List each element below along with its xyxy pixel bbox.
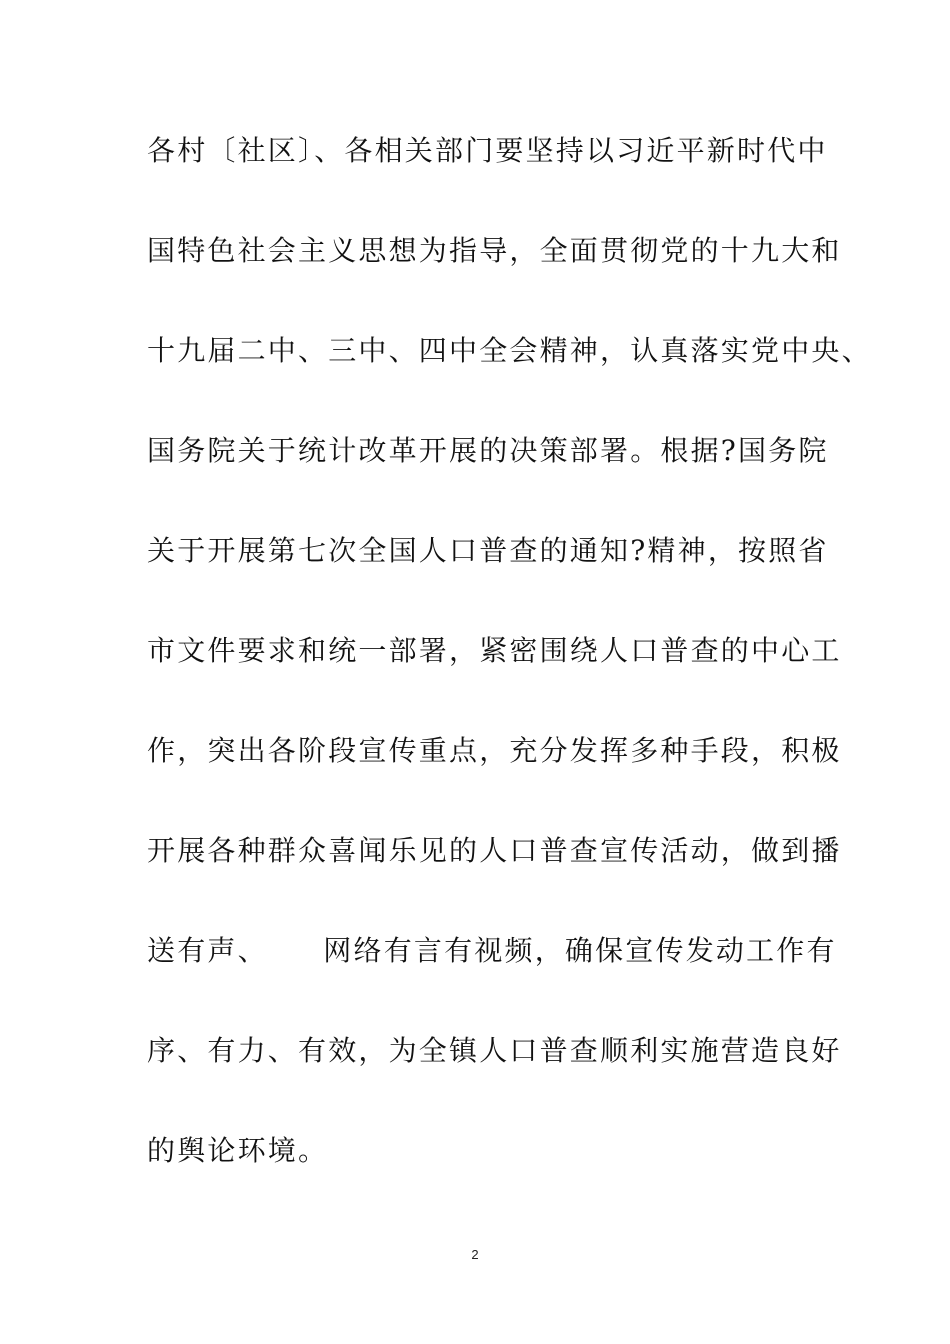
page-number: 2 (471, 1247, 479, 1262)
paragraph-line: 国务院关于统计改革开展的决策部署。根据?国务院 (147, 434, 829, 467)
paragraph-line: 序、有力、有效，为全镇人口普查顺利实施营造良好 (147, 1034, 842, 1067)
paragraph-line: 的舆论环境。 (147, 1134, 329, 1167)
paragraph-line: 国特色社会主义思想为指导，全面贯彻党的十九大和 (147, 234, 842, 267)
paragraph-line: 送有声、 网络有言有视频，确保宣传发动工作有 (147, 934, 837, 967)
paragraph-line: 各村〔社区〕、各相关部门要坚持以习近平新时代中 (147, 134, 828, 167)
paragraph-line: 市文件要求和统一部署，紧密围绕人口普查的中心工 (147, 634, 842, 667)
paragraph-line: 开展各种群众喜闻乐见的人口普查宣传活动，做到播 (147, 834, 842, 867)
paragraph-line: 作，突出各阶段宣传重点，充分发挥多种手段，积极 (147, 734, 842, 767)
body-paragraph (147, 126, 872, 1226)
paragraph-line: 关于开展第七次全国人口普查的通知?精神，按照省 (147, 534, 829, 567)
paragraph-line: 十九届二中、三中、四中全会精神，认真落实党中央、 (147, 334, 872, 367)
